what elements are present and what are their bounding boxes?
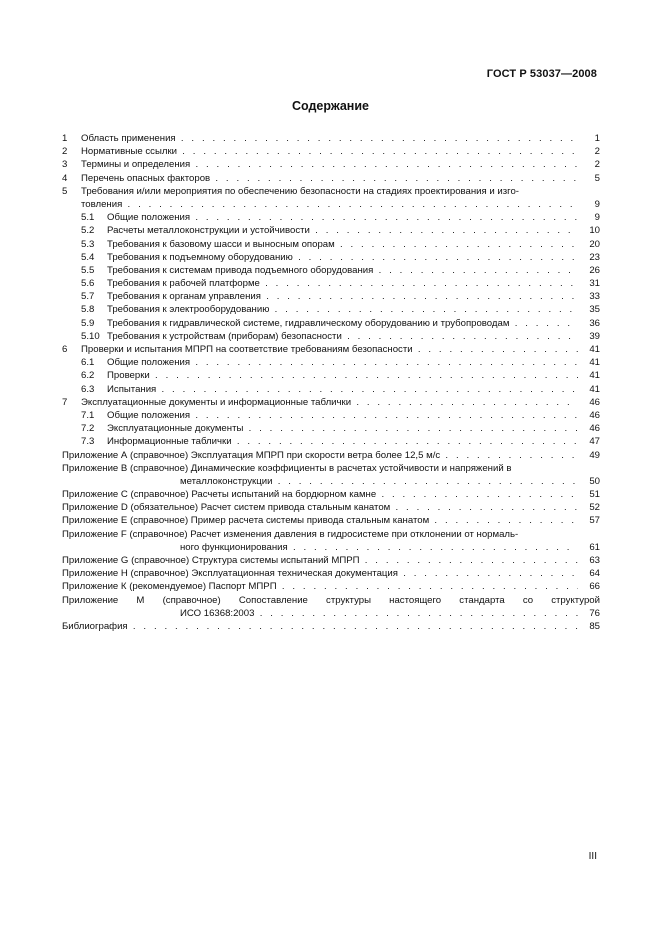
toc-entry[interactable]: [62, 330, 600, 343]
toc-entry[interactable]: [62, 356, 600, 369]
toc-entry-page: 85: [578, 620, 600, 633]
toc-entry[interactable]: [62, 172, 600, 185]
document-designation: ГОСТ Р 53037—2008: [486, 68, 597, 80]
toc-entry-number: 3: [62, 159, 68, 171]
toc-entry[interactable]: [62, 449, 600, 462]
toc-entry-title: Проверки и испытания МПРП на соответствие требованиям безопасности . . .: [81, 343, 578, 356]
toc-entry[interactable]: [62, 238, 600, 251]
toc-entry-page: 66: [578, 580, 600, 593]
toc-entry[interactable]: [62, 383, 600, 396]
toc-entry-number: 5.7: [81, 291, 95, 303]
toc-entry[interactable]: [62, 554, 600, 567]
toc-entry[interactable]: [62, 409, 600, 422]
toc-entry[interactable]: [62, 251, 600, 264]
toc-entry[interactable]: [62, 594, 600, 607]
toc-entry[interactable]: [62, 462, 600, 475]
toc-entry-title: Приложение Е (справочное) Пример расчета системы привода стальным канатом . . .: [62, 514, 578, 527]
toc-entry[interactable]: [62, 158, 600, 171]
toc-entry-page: 61: [578, 541, 600, 554]
toc-entry-number: 5: [62, 185, 68, 197]
toc-entry[interactable]: [62, 475, 600, 488]
toc-entry-title: Эксплуатационные документы . . .: [107, 422, 578, 435]
toc-entry-title: Требования к электрооборудованию . . .: [107, 303, 578, 316]
toc-entry[interactable]: [62, 580, 600, 593]
toc-entry-page: 2: [578, 145, 600, 158]
toc-entry-title: ИСО 16368:2003 . . .: [180, 607, 578, 620]
toc-entry-number: 2: [62, 146, 68, 158]
toc-entry-page: 76: [578, 607, 600, 620]
toc-entry[interactable]: [62, 501, 600, 514]
toc-entry-title: Приложение D (обязательное) Расчет систем привода стальным канатом . . .: [62, 501, 578, 514]
toc-entry-title: Требования к подъемному оборудованию . . .: [107, 251, 578, 264]
toc-entry-page: 41: [578, 383, 600, 396]
toc-entry-number: 5.1: [81, 212, 95, 224]
toc-entry-title: Нормативные ссылки . . .: [81, 145, 578, 158]
toc-entry-page: 46: [578, 396, 600, 409]
toc-entry-page: 33: [578, 290, 600, 303]
toc-entry[interactable]: [62, 620, 600, 633]
toc-entry-title: Требования к рабочей платформе . . .: [107, 277, 578, 290]
toc-entry[interactable]: [62, 422, 600, 435]
toc-entry-title: Термины и определения . . .: [81, 158, 578, 171]
toc-entry-page: 52: [578, 501, 600, 514]
toc-entry-page: 39: [578, 330, 600, 343]
toc-entry[interactable]: [62, 488, 600, 501]
toc-entry-page: 49: [578, 449, 600, 462]
toc-entry-page: 64: [578, 567, 600, 580]
toc-entry-title: Приложение К (рекомендуемое) Паспорт МПРП . . .: [62, 580, 578, 593]
toc-entry[interactable]: [62, 317, 600, 330]
toc-entry[interactable]: [62, 290, 600, 303]
toc-entry-title: Приложение М (справочное) Сопоставление структуры настоящего стандарта со структурой: [62, 594, 600, 606]
toc-entry-title: Требования к системам привода подъемного оборудования . . .: [107, 264, 578, 277]
toc-entry[interactable]: [62, 528, 600, 541]
toc-entry-page: 41: [578, 343, 600, 356]
toc-entry-title: Требования и/или мероприятия по обеспечению безопасности на стадиях проектирования и изго-: [81, 185, 519, 197]
toc-entry-title: Приложение Н (справочное) Эксплуатационная техническая документация . . .: [62, 567, 578, 580]
toc-entry[interactable]: [62, 514, 600, 527]
toc-entry-number: 5.5: [81, 264, 95, 276]
toc-entry[interactable]: [62, 224, 600, 237]
toc-entry[interactable]: [62, 541, 600, 554]
toc-entry-page: 46: [578, 409, 600, 422]
toc-entry-page: 35: [578, 303, 600, 316]
toc-entry-page: 50: [578, 475, 600, 488]
toc-entry[interactable]: [62, 264, 600, 277]
toc-entry-title: Испытания . . .: [107, 383, 578, 396]
toc-entry-number: 6: [62, 344, 68, 355]
toc-entry-title: Приложение А (справочное) Эксплуатация МПРП при скорости ветра более 12,5 м/с . . .: [62, 449, 578, 462]
toc-entry[interactable]: [62, 198, 600, 211]
toc-entry-page: 9: [578, 211, 600, 224]
toc-entry-number: 7.3: [81, 436, 95, 448]
toc-entry-page: 23: [578, 251, 600, 264]
toc-entry-number: 7.2: [81, 423, 95, 435]
toc-entry-title: Требования к устройствам (приборам) безопасности . . .: [107, 330, 578, 343]
toc-entry-page: 9: [578, 198, 600, 211]
toc-entry-number: 5.6: [81, 278, 95, 290]
toc-entry[interactable]: [62, 435, 600, 448]
toc-entry[interactable]: [62, 277, 600, 290]
toc-entry-number: 5.8: [81, 304, 95, 316]
toc-entry-title: Приложение В (справочное) Динамические коэффициенты в расчетах устойчивости и напряжений в: [62, 462, 512, 474]
toc-entry-number: 1: [62, 133, 68, 144]
toc-entry-number: 5.3: [81, 238, 95, 250]
toc-entry-page: 51: [578, 488, 600, 501]
toc-entry-page: 26: [578, 264, 600, 277]
toc-entry-page: 31: [578, 277, 600, 290]
toc-entry-title: Перечень опасных факторов . . .: [81, 172, 578, 185]
toc-entry[interactable]: [62, 567, 600, 580]
toc-entry-title: Приложение С (справочное) Расчеты испытаний на бордюрном камне . . .: [62, 488, 578, 501]
toc-entry-title: товления . . .: [81, 198, 578, 211]
toc-entry-title: Область применения . . .: [81, 132, 578, 145]
page-number: III: [588, 851, 597, 862]
page-title: Содержание: [291, 99, 369, 113]
toc-entry[interactable]: [62, 607, 600, 620]
toc-entry-title: Библиография . . .: [62, 620, 578, 633]
toc-entry[interactable]: [62, 303, 600, 316]
toc-entry-number: 7.1: [81, 409, 95, 421]
toc-entry-number: 5.9: [81, 317, 95, 329]
toc-entry[interactable]: [62, 396, 600, 409]
toc-entry-page: 2: [578, 158, 600, 171]
toc-entry-title: ного функционирования . . .: [180, 541, 578, 554]
toc-entry-page: 41: [578, 356, 600, 369]
toc-entry[interactable]: [62, 211, 600, 224]
toc-entry-number: 5.4: [81, 251, 95, 263]
toc-entry-number: 5.10: [81, 330, 100, 342]
toc-entry[interactable]: [62, 132, 600, 145]
table-of-contents: [62, 132, 600, 633]
toc-entry-number: 7: [62, 396, 68, 408]
toc-entry-title: металлоконструкции . . .: [180, 475, 578, 488]
toc-entry-page: 63: [578, 554, 600, 567]
toc-entry-title: Требования к органам управления . . .: [107, 290, 578, 303]
toc-entry[interactable]: [62, 185, 600, 198]
toc-entry-number: 6.3: [81, 383, 95, 395]
toc-entry[interactable]: [62, 343, 600, 356]
toc-entry-title: Общие положения . . .: [107, 409, 578, 422]
toc-entry-title: Эксплуатационные документы и информационные таблички . . .: [81, 396, 578, 409]
toc-entry-title: Информационные таблички . . .: [107, 435, 578, 448]
toc-entry-number: 6.1: [81, 357, 95, 369]
toc-entry-title: Проверки . . .: [107, 369, 578, 382]
toc-entry-title: Требования к гидравлической системе, гидравлическому оборудованию и трубопроводам . . .: [107, 317, 578, 330]
toc-entry-title: Общие положения . . .: [107, 211, 578, 224]
toc-entry-page: 5: [578, 172, 600, 185]
toc-entry-page: 20: [578, 238, 600, 251]
toc-entry-title: Расчеты металлоконструкции и устойчивости . . .: [107, 224, 578, 237]
toc-entry-page: 36: [578, 317, 600, 330]
toc-entry-number: 5.2: [81, 225, 95, 237]
toc-entry-page: 1: [578, 132, 600, 145]
toc-entry-number: 6.2: [81, 370, 95, 382]
toc-entry-page: 47: [578, 435, 600, 448]
toc-entry-title: Общие положения . . .: [107, 356, 578, 369]
toc-entry-page: 10: [578, 224, 600, 237]
toc-entry[interactable]: [62, 145, 600, 158]
toc-entry-page: 41: [578, 369, 600, 382]
toc-entry[interactable]: [62, 369, 600, 382]
toc-entry-page: 57: [578, 514, 600, 527]
toc-entry-title: Требования к базовому шасси и выносным опорам . . .: [107, 238, 578, 251]
toc-entry-page: 46: [578, 422, 600, 435]
toc-entry-number: 4: [62, 172, 68, 184]
toc-entry-title: Приложение G (справочное) Структура системы испытаний МПРП . . .: [62, 554, 578, 567]
toc-entry-title: Приложение F (справочное) Расчет изменения давления в гидросистеме при отклонении от нормаль-: [62, 528, 519, 540]
